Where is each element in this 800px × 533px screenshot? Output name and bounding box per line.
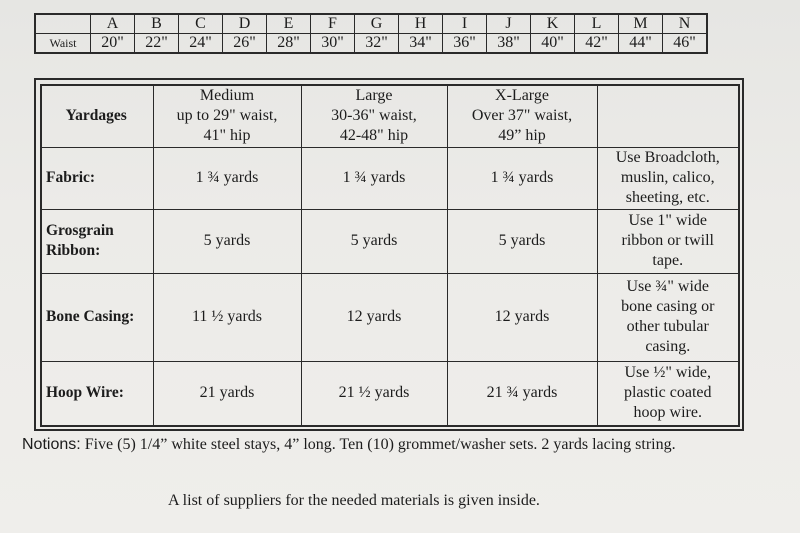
table-row-bone-casing — [41, 273, 739, 361]
waist-size-chart — [34, 13, 708, 54]
waist-value: 24" — [179, 34, 223, 54]
yardage-table-frame — [34, 78, 744, 431]
row-label-text: Ribbon: — [46, 242, 101, 259]
yardage-xlarge: 12 yards — [447, 273, 597, 361]
column-size-name: Medium — [199, 87, 255, 105]
material-note — [597, 209, 739, 273]
size-letter: F — [311, 14, 355, 34]
note-line: bone casing or — [621, 298, 715, 315]
note-line: Use 1" wide — [628, 212, 707, 229]
size-letter: I — [443, 14, 487, 34]
waist-value: 20" — [91, 34, 135, 54]
size-letter-row — [35, 14, 707, 34]
yardage-medium: 5 yards — [153, 209, 301, 273]
size-letter: M — [619, 14, 663, 34]
column-header-medium — [153, 85, 301, 147]
row-label — [41, 209, 153, 273]
column-header-xlarge — [447, 85, 597, 147]
column-size-name: X-Large — [495, 87, 549, 105]
yardage-medium: 21 yards — [153, 361, 301, 426]
row-label-text: Bone Casing: — [46, 308, 135, 325]
size-letter: N — [663, 14, 708, 34]
column-header-large — [301, 85, 447, 147]
waist-value: 22" — [135, 34, 179, 54]
waist-value: 32" — [355, 34, 399, 54]
yardage-medium: 11 ½ yards — [153, 273, 301, 361]
waist-measure-row — [35, 34, 707, 54]
yardage-xlarge: 5 yards — [447, 209, 597, 273]
yardage-xlarge: 1 ¾ yards — [447, 147, 597, 209]
column-waist-range: 30-36" waist, — [331, 107, 417, 125]
waist-value: 26" — [223, 34, 267, 54]
blank-corner-cell — [35, 14, 91, 34]
size-letter: J — [487, 14, 531, 34]
size-letter: A — [91, 14, 135, 34]
row-label-text: Grosgrain — [46, 222, 114, 239]
note-line: tape. — [652, 252, 684, 269]
material-note — [597, 147, 739, 209]
suppliers-note: A list of suppliers for the needed materials is given inside. — [168, 492, 540, 509]
column-size-name: Large — [355, 87, 393, 105]
yardage-medium: 1 ¾ yards — [153, 147, 301, 209]
note-line: plastic coated — [623, 384, 712, 402]
yardage-header-row — [41, 85, 739, 147]
waist-value: 34" — [399, 34, 443, 54]
note-line: casing. — [645, 338, 691, 355]
waist-value: 38" — [487, 34, 531, 54]
size-letter: B — [135, 14, 179, 34]
size-letter: C — [179, 14, 223, 34]
size-letter: L — [575, 14, 619, 34]
size-letter: D — [223, 14, 267, 34]
waist-row-label: Waist — [35, 34, 91, 54]
note-line: sheeting, etc. — [625, 189, 710, 206]
note-line: muslin, calico, — [620, 169, 715, 186]
notions-text: Five (5) 1/4” white steel stays, 4” long. Ten (10) grommet/washer sets. 2 yards lacing string. — [80, 436, 676, 453]
note-line: hoop wire. — [633, 404, 702, 422]
row-label-text: Fabric: — [46, 169, 96, 186]
yardage-table — [40, 84, 740, 427]
material-note — [597, 361, 739, 426]
waist-value: 30" — [311, 34, 355, 54]
notions-paragraph — [22, 434, 742, 456]
table-row-fabric — [41, 147, 739, 209]
table-row-hoop-wire — [41, 361, 739, 426]
column-hip-range: 41" hip — [203, 127, 251, 145]
size-letter: G — [355, 14, 399, 34]
note-line: Use ½" wide, — [624, 364, 711, 382]
column-hip-range: 42-48" hip — [339, 127, 409, 145]
material-note — [597, 273, 739, 361]
note-line: Use Broadcloth, — [615, 149, 720, 166]
column-waist-range: up to 29" waist, — [176, 107, 278, 125]
note-line: Use ¾" wide — [626, 278, 709, 295]
column-hip-range: 49” hip — [498, 127, 546, 145]
notions-label: Notions: — [22, 436, 81, 453]
row-label — [41, 147, 153, 209]
column-waist-range: Over 37" waist, — [471, 107, 573, 125]
yardages-corner-label: Yardages — [41, 85, 153, 147]
note-line: other tubular — [626, 318, 709, 335]
waist-value: 44" — [619, 34, 663, 54]
yardage-xlarge: 21 ¾ yards — [447, 361, 597, 426]
waist-value: 46" — [663, 34, 708, 54]
waist-value: 28" — [267, 34, 311, 54]
note-line: ribbon or twill — [621, 232, 714, 249]
column-header-notes — [597, 85, 739, 147]
waist-value: 40" — [531, 34, 575, 54]
waist-value: 42" — [575, 34, 619, 54]
size-letter: E — [267, 14, 311, 34]
waist-value: 36" — [443, 34, 487, 54]
yardage-large: 5 yards — [301, 209, 447, 273]
size-letter: K — [531, 14, 575, 34]
yardage-large: 12 yards — [301, 273, 447, 361]
yardage-large: 1 ¾ yards — [301, 147, 447, 209]
size-letter: H — [399, 14, 443, 34]
table-row-grosgrain — [41, 209, 739, 273]
row-label — [41, 273, 153, 361]
yardage-large: 21 ½ yards — [301, 361, 447, 426]
row-label — [41, 361, 153, 426]
row-label-text: Hoop Wire: — [46, 384, 124, 402]
